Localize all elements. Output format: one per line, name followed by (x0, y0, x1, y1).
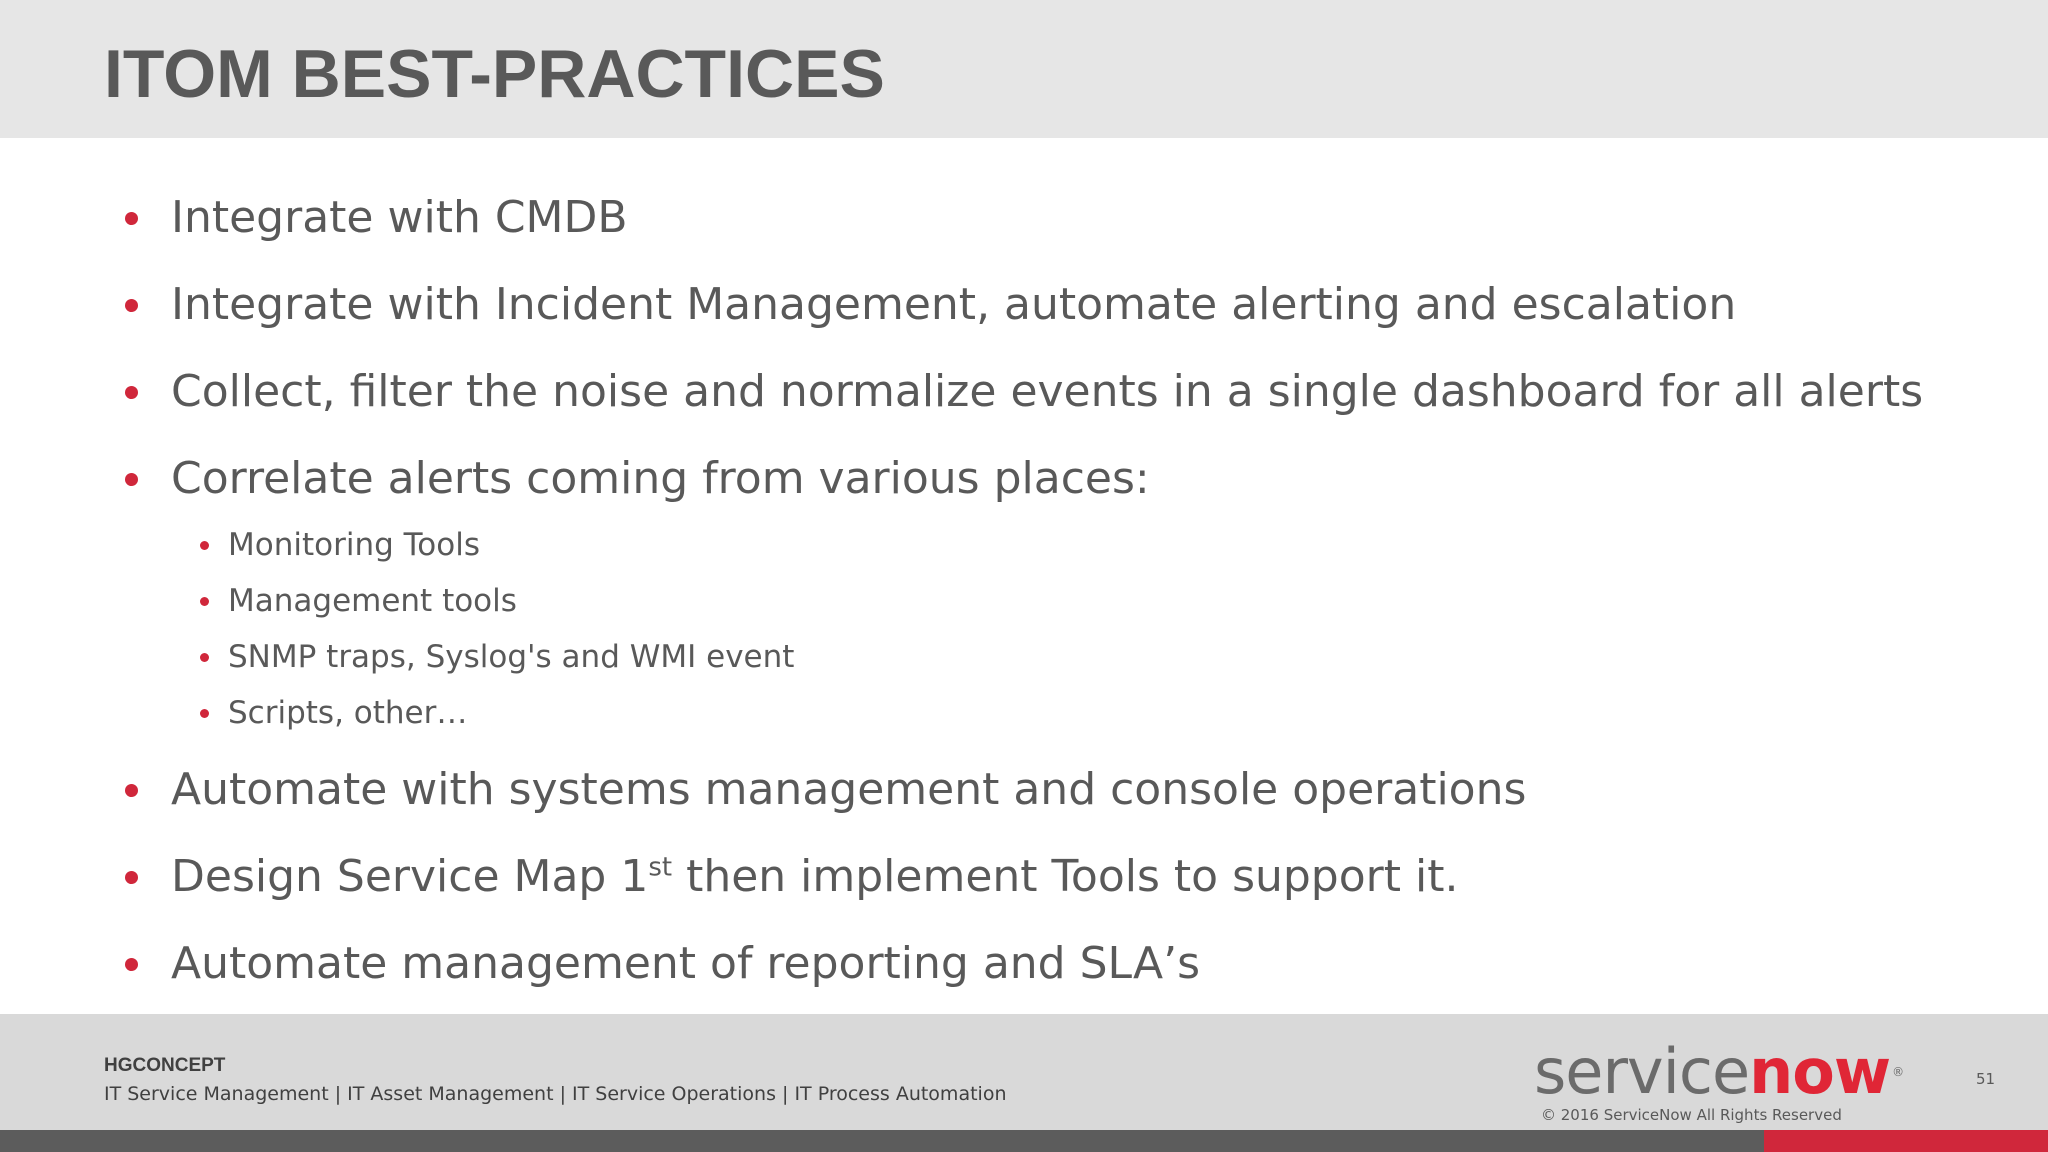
bullet-item: Automate with systems management and console operations (171, 764, 1527, 815)
bullet-item: Integrate with CMDB (171, 192, 628, 243)
bullet-marker (125, 386, 138, 399)
logo-part-now: now (1749, 1035, 1891, 1108)
bullet-marker (125, 299, 138, 312)
bottom-bar-grey (0, 1130, 1764, 1152)
bullet-item: Automate management of reporting and SLA’s (171, 938, 1201, 989)
sub-bullet-marker (200, 541, 209, 550)
ordinal-superscript: st (648, 852, 673, 883)
bullet-item: Integrate with Incident Management, automate alerting and escalation (171, 279, 1737, 330)
sub-bullet-item: Management tools (228, 583, 517, 619)
bullet-text-before: Design Service Map 1 (171, 851, 649, 902)
sub-bullet-item: SNMP traps, Syslog's and WMI event (228, 639, 795, 675)
page-number: 51 (1976, 1070, 1996, 1088)
bullet-marker (125, 212, 138, 225)
bullet-marker (125, 784, 138, 797)
sub-bullet-item: Scripts, other… (228, 695, 468, 731)
bullet-marker (125, 958, 138, 971)
bullet-item: Collect, filter the noise and normalize events in a single dashboard for all alerts (171, 366, 1924, 417)
servicenow-logo (1534, 1035, 1904, 1108)
sub-bullet-marker (200, 709, 209, 718)
sub-bullet-marker (200, 597, 209, 606)
sub-bullet-marker (200, 653, 209, 662)
bullet-marker (125, 871, 138, 884)
bottom-bar-red (1764, 1130, 2048, 1152)
bullet-text-after: then implement Tools to support it. (672, 851, 1459, 902)
slide-title: ITOM BEST-PRACTICES (104, 36, 885, 112)
footer-areas: IT Service Management | IT Asset Management | IT Service Operations | IT Process Automation (104, 1083, 1007, 1105)
bullet-item: Correlate alerts coming from various places: (171, 453, 1150, 504)
bullet-item (171, 850, 1458, 904)
logo-registered-mark: ® (1892, 1065, 1904, 1079)
bullet-marker (125, 473, 138, 486)
copyright-notice: © 2016 ServiceNow All Rights Reserved (1541, 1106, 1842, 1124)
footer-org: HGCONCEPT (104, 1055, 226, 1076)
sub-bullet-item: Monitoring Tools (228, 527, 480, 563)
logo-part-service: service (1534, 1035, 1750, 1108)
